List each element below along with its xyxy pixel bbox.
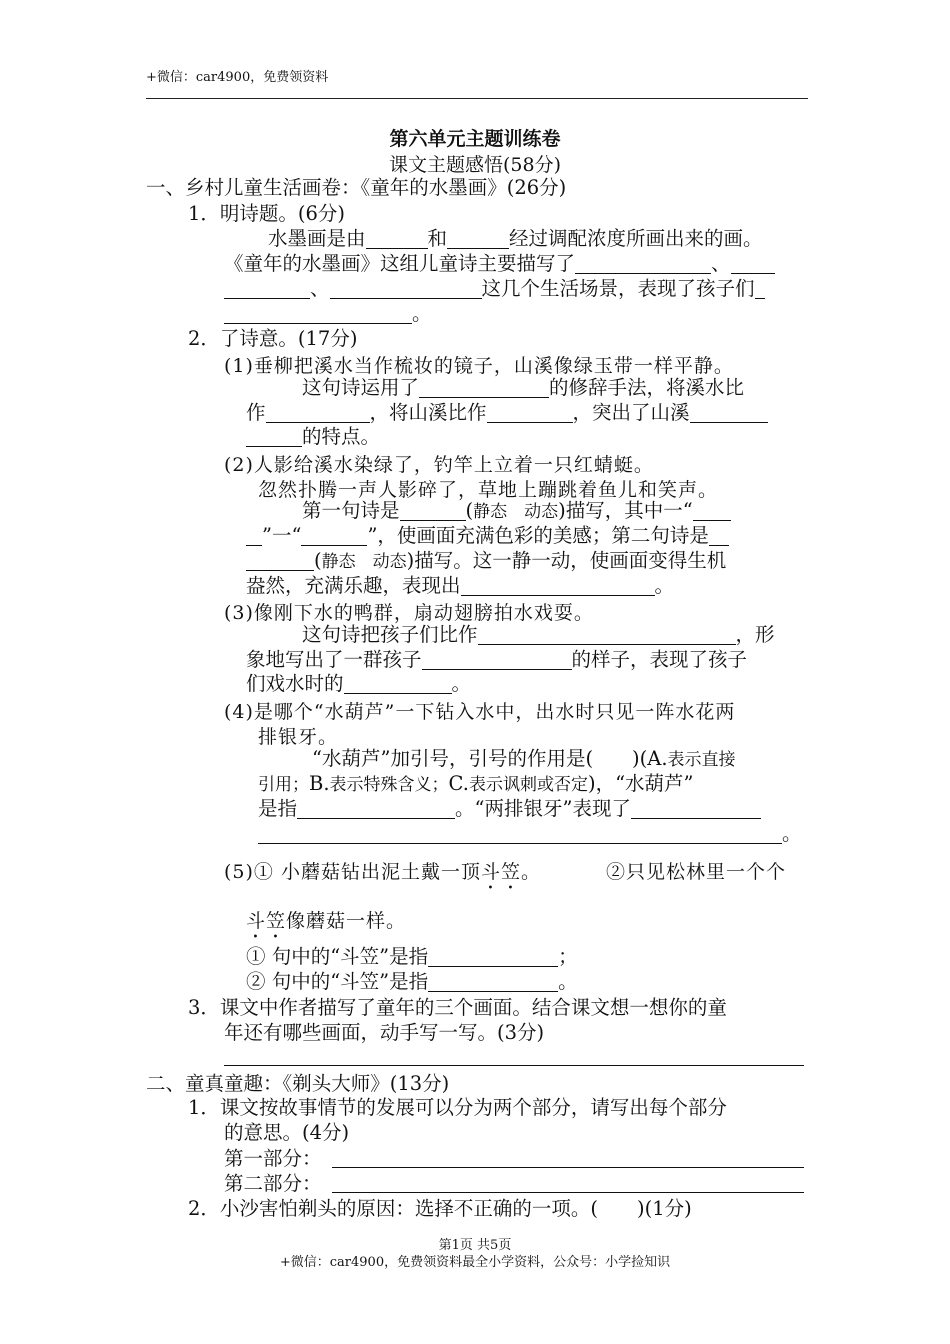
section-2-heading: 二、童真童趣：《剃头大师》(13分): [146, 1072, 450, 1095]
q2-p4-line-c: 是指 。“两排银牙”表现了: [258, 796, 761, 822]
blank[interactable]: [301, 527, 367, 546]
blank[interactable]: [631, 800, 761, 819]
q3-line-1: 3．课文中作者描写了童年的三个画面。结合课文想一想你的童: [188, 996, 727, 1019]
q2-p5-line-c: ① 句中的“斗笠”是指 ；: [246, 945, 578, 968]
q2-p5-line-b: 斗笠像蘑菇一样。: [246, 910, 407, 932]
blank[interactable]: [755, 280, 765, 299]
part-2-answer-line[interactable]: [332, 1192, 804, 1193]
footer-note: +微信：car4900，免费领资料最全小学资料，公众号：小学捡知识: [279, 1255, 671, 1270]
q1-line-2: 《童年的水墨画》这组儿童诗主要描写了 、: [224, 251, 775, 277]
blank[interactable]: [487, 404, 573, 423]
q2-p2-line-c: (静态 动态)描写。这一静一动，使画面变得生机: [246, 548, 726, 575]
q2-p2-poem-1: (2)人影给溪水染绿了，钓竿上立着一只红蜻蜓。: [224, 454, 654, 476]
blank[interactable]: [428, 948, 558, 967]
blank[interactable]: [575, 255, 711, 274]
q2-p2-line-d: 盎然，充满乐趣，表现出 。: [246, 574, 675, 597]
blank[interactable]: [709, 527, 729, 546]
q2-p2-line-a: 第一句诗是 (静态 动态)描写，其中一“: [302, 498, 731, 525]
q2-p3-poem: (3)像刚下水的鸭群，扇动翅膀拍水戏耍。: [224, 602, 594, 624]
answer-line[interactable]: [224, 1065, 804, 1066]
header-note: +微信：car4900，免费领资料: [146, 70, 329, 85]
s2-q1-part-1: 第一部分：: [224, 1147, 322, 1170]
s2-q1-part-2: 第二部分：: [224, 1172, 322, 1195]
q2-p4-line-d: 。: [258, 821, 802, 847]
q2-p1-line-c: 的特点。: [246, 424, 380, 450]
blank[interactable]: [428, 973, 558, 992]
blank[interactable]: [330, 280, 482, 299]
q2-p5-line-a: (5)① 小蘑菇钻出泥土戴一顶斗笠。: [224, 861, 541, 883]
q2-p4-line-b: 引用；B.表示特殊含义；C.表示讽刺或否定)，“水葫芦”: [258, 772, 694, 795]
q2-p2-poem-2: 忽然扑腾一声人影碎了，草地上蹦跳着鱼儿和笑声。: [258, 479, 719, 501]
blank[interactable]: [246, 552, 314, 571]
blank[interactable]: [400, 502, 466, 521]
blank[interactable]: [422, 651, 572, 670]
blank[interactable]: [419, 379, 549, 398]
q2-p5-line-d: ② 句中的“斗笠”是指 。: [246, 970, 578, 993]
q2-p1-poem: (1)垂柳把溪水当作梳妆的镜子，山溪像绿玉带一样平静。: [224, 355, 734, 377]
q2-p3-line-a: 这句诗把孩子们比作 ，形: [302, 623, 775, 646]
s2-q2-stem: 2．小沙害怕剃头的原因：选择不正确的一项。( )(1分): [188, 1197, 692, 1220]
q2-p3-line-c: 们戏水时的 。: [246, 672, 472, 695]
blank[interactable]: [690, 404, 768, 423]
blank[interactable]: [266, 404, 370, 423]
q2-stem: 2．了诗意。(17分): [188, 327, 358, 350]
blank[interactable]: [344, 675, 452, 694]
q1-line-3: 、 这几个生活场景，表现了孩子们: [224, 276, 765, 302]
q1-line-4: 。: [224, 301, 432, 327]
blank[interactable]: [731, 255, 775, 274]
page-title: 第六单元主题训练卷: [389, 128, 561, 150]
blank[interactable]: [693, 502, 731, 521]
blank[interactable]: [224, 280, 310, 299]
blank[interactable]: [246, 428, 302, 447]
q2-p5-line-a2: ②只见松林里一个个: [606, 861, 787, 883]
blank[interactable]: [447, 230, 509, 249]
q2-p2-line-b: ”一“ ”，使画面充满色彩的美感；第二句诗是: [246, 523, 729, 549]
q2-p4-line-a: “水葫芦”加引号，引号的作用是( )(A.表示直接: [312, 747, 736, 770]
q2-p4-poem-1: (4)是哪个“水葫芦”一下钻入水中，出水时只见一阵水花两: [224, 701, 736, 723]
q2-p3-line-b: 象地写出了一群孩子 的样子，表现了孩子: [246, 648, 748, 671]
q2-p1-line-b: 作 ，将山溪比作 ，突出了山溪: [246, 400, 768, 426]
part-1-answer-line[interactable]: [332, 1167, 804, 1168]
blank[interactable]: [461, 577, 655, 596]
q1-line-1: 水墨画是由 和 经过调配浓度所画出来的画。: [268, 227, 763, 250]
q3-line-2: 年还有哪些画面，动手写一写。(3分): [224, 1021, 545, 1044]
blank[interactable]: [224, 305, 412, 324]
q1-stem: 1．明诗题。(6分): [188, 202, 346, 225]
s2-q1-line-1: 1．课文按故事情节的发展可以分为两个部分，请写出每个部分: [188, 1096, 727, 1119]
section-1-heading: 一、乡村儿童生活画卷：《童年的水墨画》(26分): [146, 176, 567, 199]
blank[interactable]: [297, 800, 455, 819]
blank[interactable]: [478, 626, 736, 645]
blank[interactable]: [258, 825, 782, 844]
q2-p4-poem-2: 排银牙。: [258, 726, 339, 748]
s2-q1-line-2: 的意思。(4分): [224, 1121, 350, 1144]
q2-p1-line-a: 这句诗运用了 的修辞手法，将溪水比: [302, 376, 745, 399]
page-subtitle: 课文主题感悟(58分): [388, 154, 561, 176]
page-number: 第1页 共5页: [438, 1238, 512, 1253]
blank[interactable]: [246, 527, 262, 546]
header-rule: [146, 98, 808, 99]
blank[interactable]: [366, 230, 428, 249]
